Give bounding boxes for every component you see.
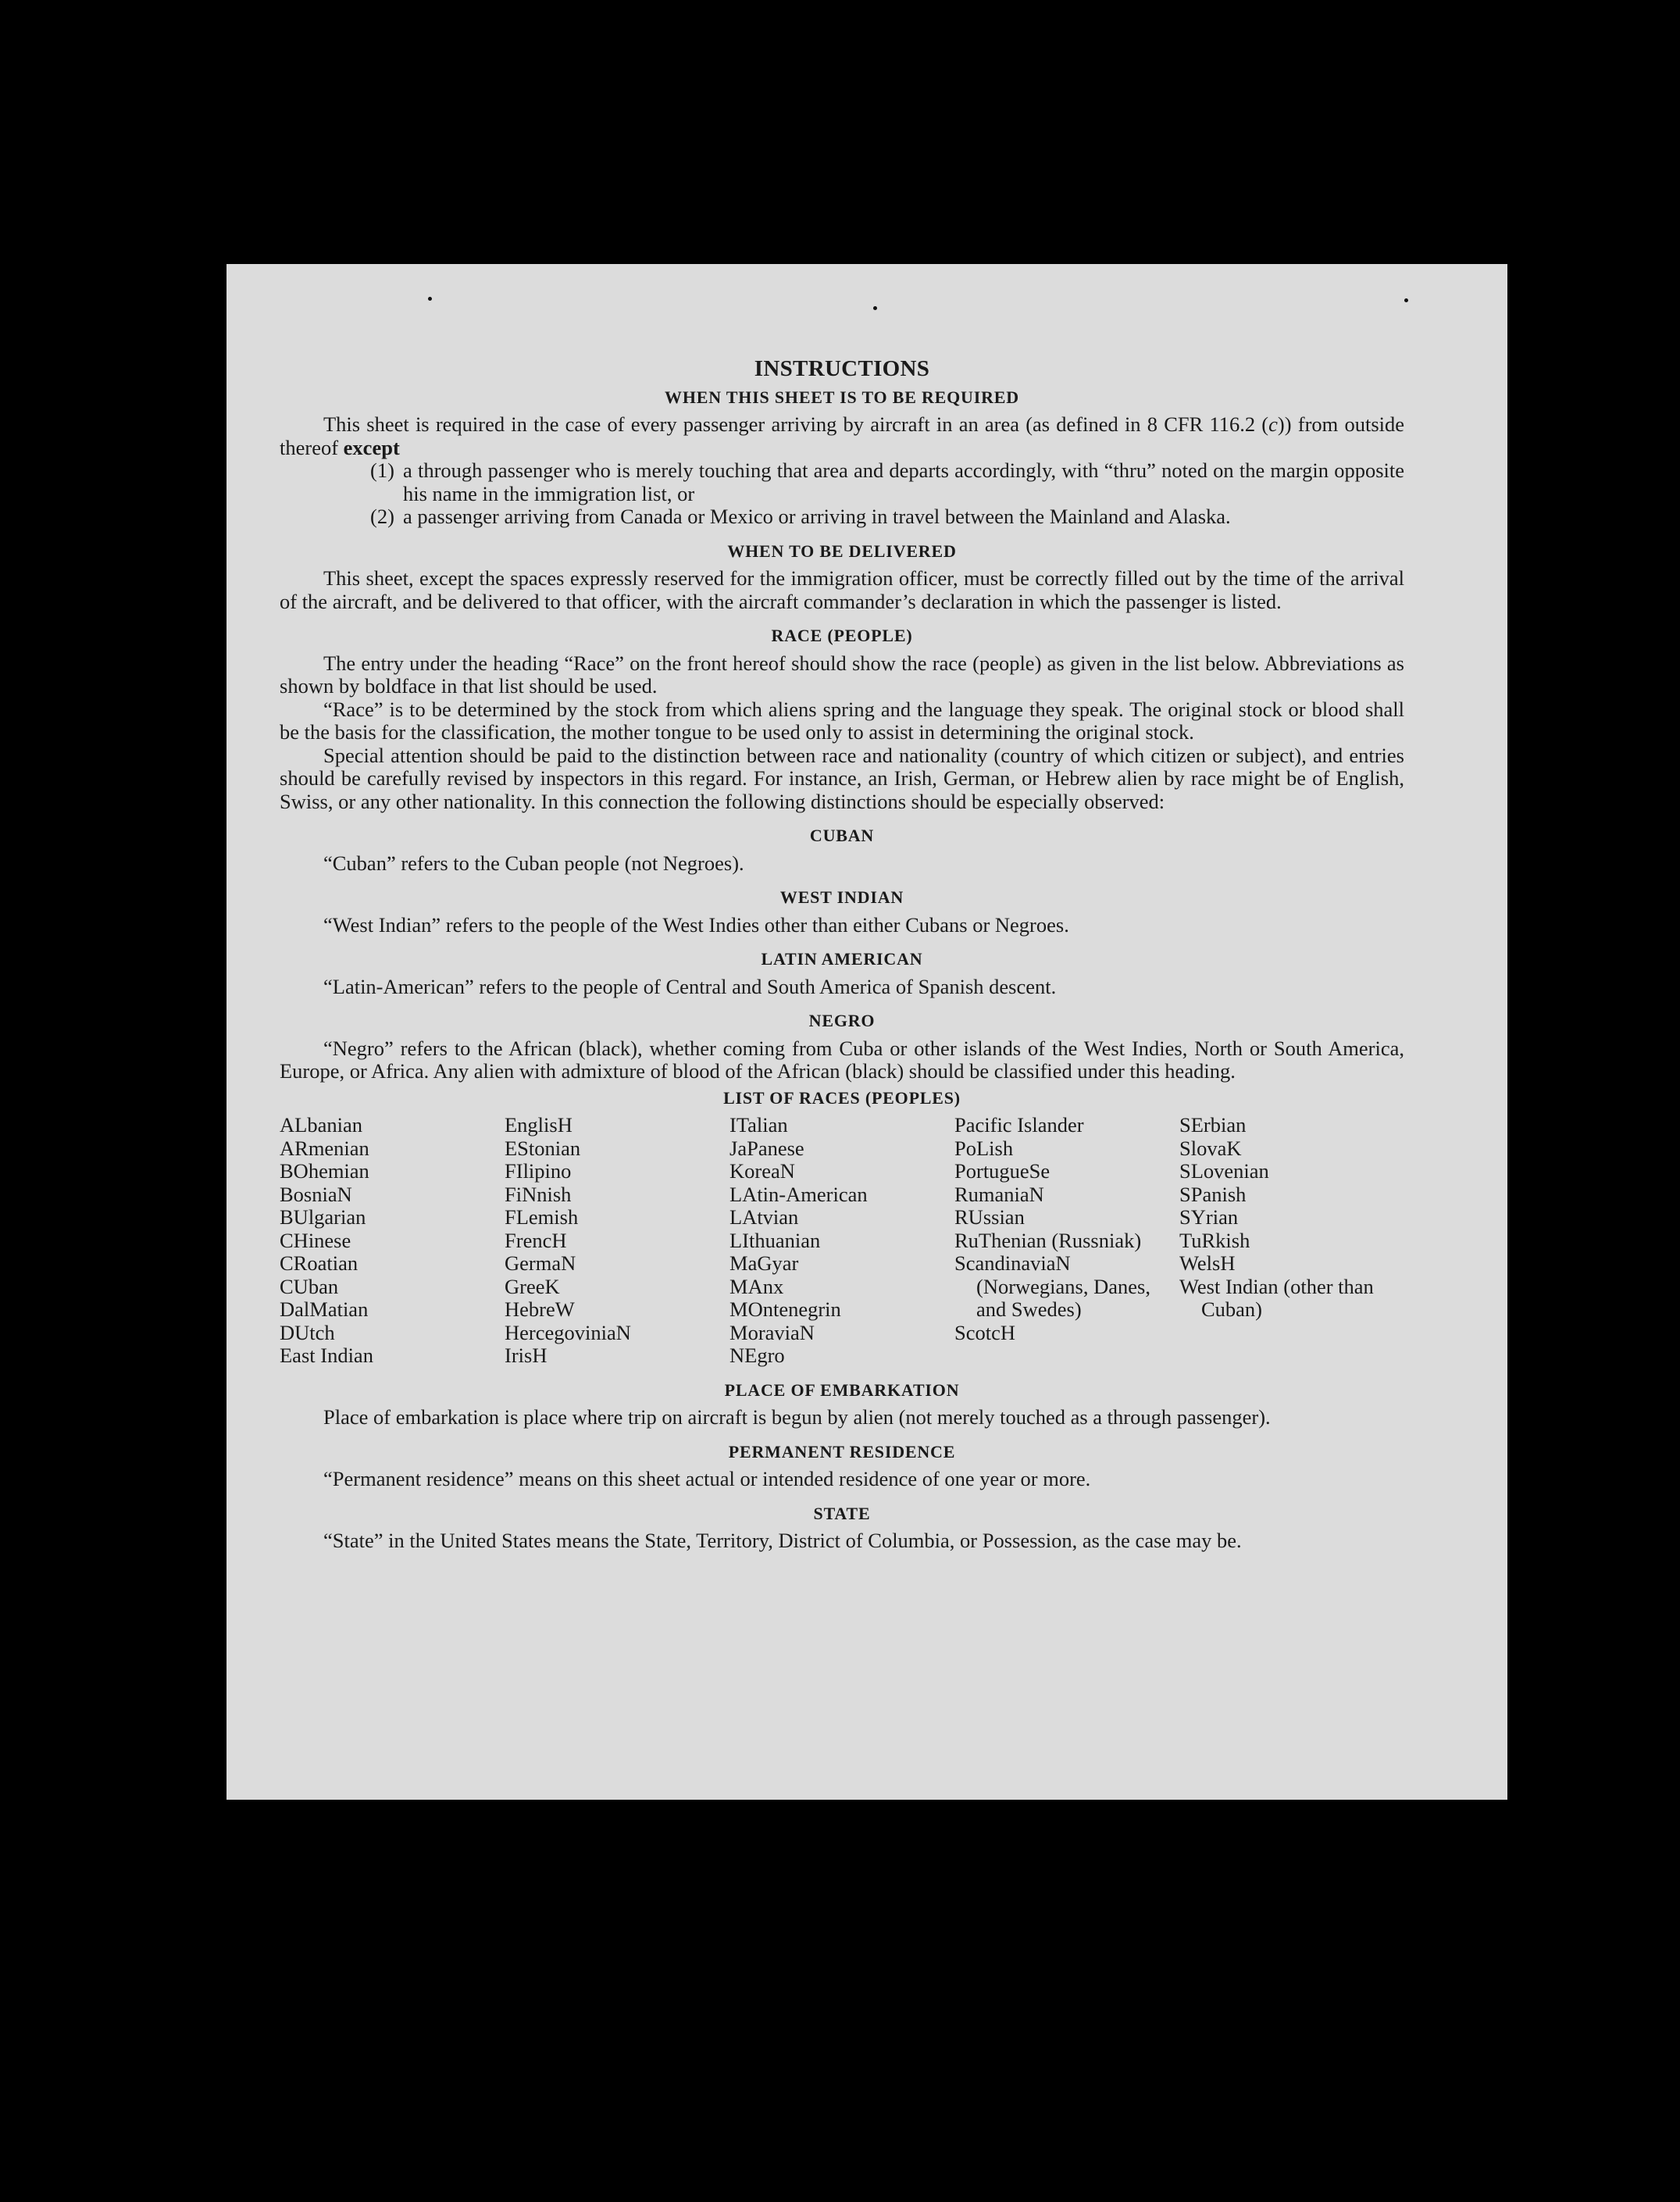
race-entry: East Indian [280, 1344, 373, 1367]
west-indian-text: “West Indian” refers to the people of the West Indies other than either Cubans or Negroes. [323, 912, 1069, 937]
section-heading-west-indian: WEST INDIAN [779, 887, 904, 907]
required-intro: This sheet is required in the case of every passenger arriving by aircraft in an area (as defined in 8 CFR 116.2 (c)) from outside thereof except [280, 412, 1405, 459]
race-entry: SErbian [1179, 1113, 1247, 1137]
section-heading-embarkation: PLACE OF EMBARKATION [724, 1379, 960, 1400]
race-entry: MAnx [729, 1274, 784, 1298]
race-paragraph: The entry under the heading “Race” on the front hereof should show the race (people) as given in the list below. Abbreviations as shown by boldface in that list should be used. [280, 651, 1404, 698]
race-entry: PortugueSe [954, 1159, 1050, 1183]
race-entry: JaPanese [729, 1136, 804, 1160]
race-entry: RumaniaN [954, 1182, 1044, 1206]
section-heading-cuban: CUBAN [809, 826, 875, 845]
section-heading-state: STATE [813, 1503, 871, 1523]
race-entry: NEgro [729, 1344, 785, 1367]
race-entry: TuRkish [1179, 1228, 1250, 1252]
race-entry: MoraviaN [729, 1320, 815, 1344]
race-entry: LAtvian [729, 1205, 799, 1229]
punch-mark [428, 297, 432, 301]
delivered-text: This sheet, except the spaces expressly reserved for the immigration officer, must be correctly filled out by the time of the arrival of the aircraft, and be delivered to that officer, with the aircraft commander’s declaration in which the passenger is listed. [280, 566, 1404, 613]
race-entry: WelsH [1179, 1251, 1236, 1275]
race-entry: ITalian [729, 1113, 788, 1137]
embarkation-text: Place of embarkation is place where trip on aircraft is begun by alien (not merely touched as a through passenger). [323, 1405, 1271, 1429]
race-entry: BUlgarian [280, 1205, 366, 1229]
race-entry: RUssian [954, 1205, 1025, 1229]
negro-text: “Negro” refers to the African (black), whether coming from Cuba or other islands of the West Indies, North or South America, Europe, or Africa. Any alien with admixture of blood of the African (black) should be classified under this heading. [280, 1036, 1404, 1083]
race-entry: ScandinaviaN (Norwegians, Danes, and Swedes) [954, 1251, 1150, 1321]
race-entry: ScotcH [954, 1320, 1016, 1344]
races-table [280, 1114, 1404, 1368]
race-entry: ALbanian [280, 1113, 362, 1137]
race-entry: DalMatian [280, 1297, 369, 1321]
list-of-races-heading: LIST OF RACES (PEOPLES) [723, 1087, 961, 1108]
race-entry: FiNnish [505, 1182, 572, 1206]
section-heading-race: RACE (PEOPLE) [771, 626, 913, 645]
race-entry: CHinese [280, 1228, 351, 1252]
race-entry: FrencH [505, 1228, 567, 1252]
race-entry: LAtin-American [729, 1182, 868, 1206]
race-entry: SLovenian [1179, 1159, 1269, 1183]
race-entry: GermaN [505, 1251, 576, 1275]
race-entry: MOntenegrin [729, 1297, 841, 1321]
race-entry: CRoatian [280, 1251, 358, 1275]
section-heading-negro: NEGRO [808, 1011, 876, 1030]
race-entry: West Indian (other than Cuban) [1179, 1274, 1374, 1321]
punch-mark [873, 306, 877, 310]
race-entry: ARmenian [280, 1136, 369, 1160]
races-column [280, 1114, 505, 1368]
race-entry: EStonian [505, 1136, 581, 1160]
race-entry: SPanish [1179, 1182, 1247, 1206]
section-heading-residence: PERMANENT RESIDENCE [728, 1441, 956, 1461]
race-entry: IrisH [505, 1344, 548, 1367]
race-entry: MaGyar [729, 1251, 799, 1275]
races-column [1179, 1114, 1404, 1368]
race-entry: FLemish [505, 1205, 579, 1229]
cuban-text: “Cuban” refers to the Cuban people (not Negroes). [323, 851, 744, 875]
race-entry: KoreaN [729, 1159, 795, 1183]
state-text: “State” in the United States means the State, Territory, District of Columbia, or Possession, as the case may be. [323, 1529, 1242, 1552]
residence-text: “Permanent residence” means on this sheet actual or intended residence of one year or more. [323, 1467, 1091, 1490]
race-paragraph: “Race” is to be determined by the stock from which aliens spring and the language they speak. The original stock or blood shall be the basis for the classification, the mother tongue to be used only to assist in determining the original stock. [280, 697, 1404, 744]
latin-american-text: “Latin-American” refers to the people of Central and South America of Spanish descent. [323, 974, 1057, 998]
document-sheet [226, 264, 1507, 1800]
race-entry: CUban [280, 1274, 339, 1298]
race-entry: SlovaK [1179, 1136, 1242, 1160]
required-item: (1) a through passenger who is merely touching that area and departs accordingly, with “thru” noted on the margin opposite his name in the immigration list, or [370, 459, 1404, 505]
race-entry: RuThenian (Russniak) [954, 1228, 1142, 1252]
race-entry: SYrian [1179, 1205, 1239, 1229]
race-entry: BosniaN [280, 1182, 352, 1206]
races-column [954, 1114, 1179, 1368]
race-entry: Pacific Islander [954, 1113, 1084, 1137]
race-entry: PoLish [954, 1136, 1014, 1160]
race-paragraph: Special attention should be paid to the distinction between race and nationality (country of which citizen or subject), and entries should be carefully revised by inspectors in this regard. For instance, an Irish, German, or Hebrew alien by race might be of English, Swiss, or any other nationality. In this connection the following distinctions should be especially observed: [280, 743, 1404, 813]
race-entry: DUtch [280, 1320, 335, 1344]
punch-mark [1404, 298, 1408, 302]
page-title: INSTRUCTIONS [754, 356, 930, 381]
section-heading-latin-american: LATIN AMERICAN [761, 949, 923, 969]
section-heading-required: WHEN THIS SHEET IS TO BE REQUIRED [665, 387, 1019, 407]
race-entry: BOhemian [280, 1159, 369, 1183]
races-column [505, 1114, 729, 1368]
race-entry: FIlipino [505, 1159, 572, 1183]
section-heading-delivered: WHEN TO BE DELIVERED [727, 541, 957, 561]
race-entry: HebreW [505, 1297, 575, 1321]
race-entry: EnglisH [505, 1113, 572, 1137]
race-entry: LIthuanian [729, 1228, 821, 1252]
required-item: (2) a passenger arriving from Canada or Mexico or arriving in travel between the Mainland and Alaska. [370, 505, 1231, 528]
races-column [729, 1114, 954, 1368]
instructions-body [280, 358, 1404, 1553]
race-entry: HercegoviniaN [505, 1320, 631, 1344]
race-entry: GreeK [505, 1274, 560, 1298]
